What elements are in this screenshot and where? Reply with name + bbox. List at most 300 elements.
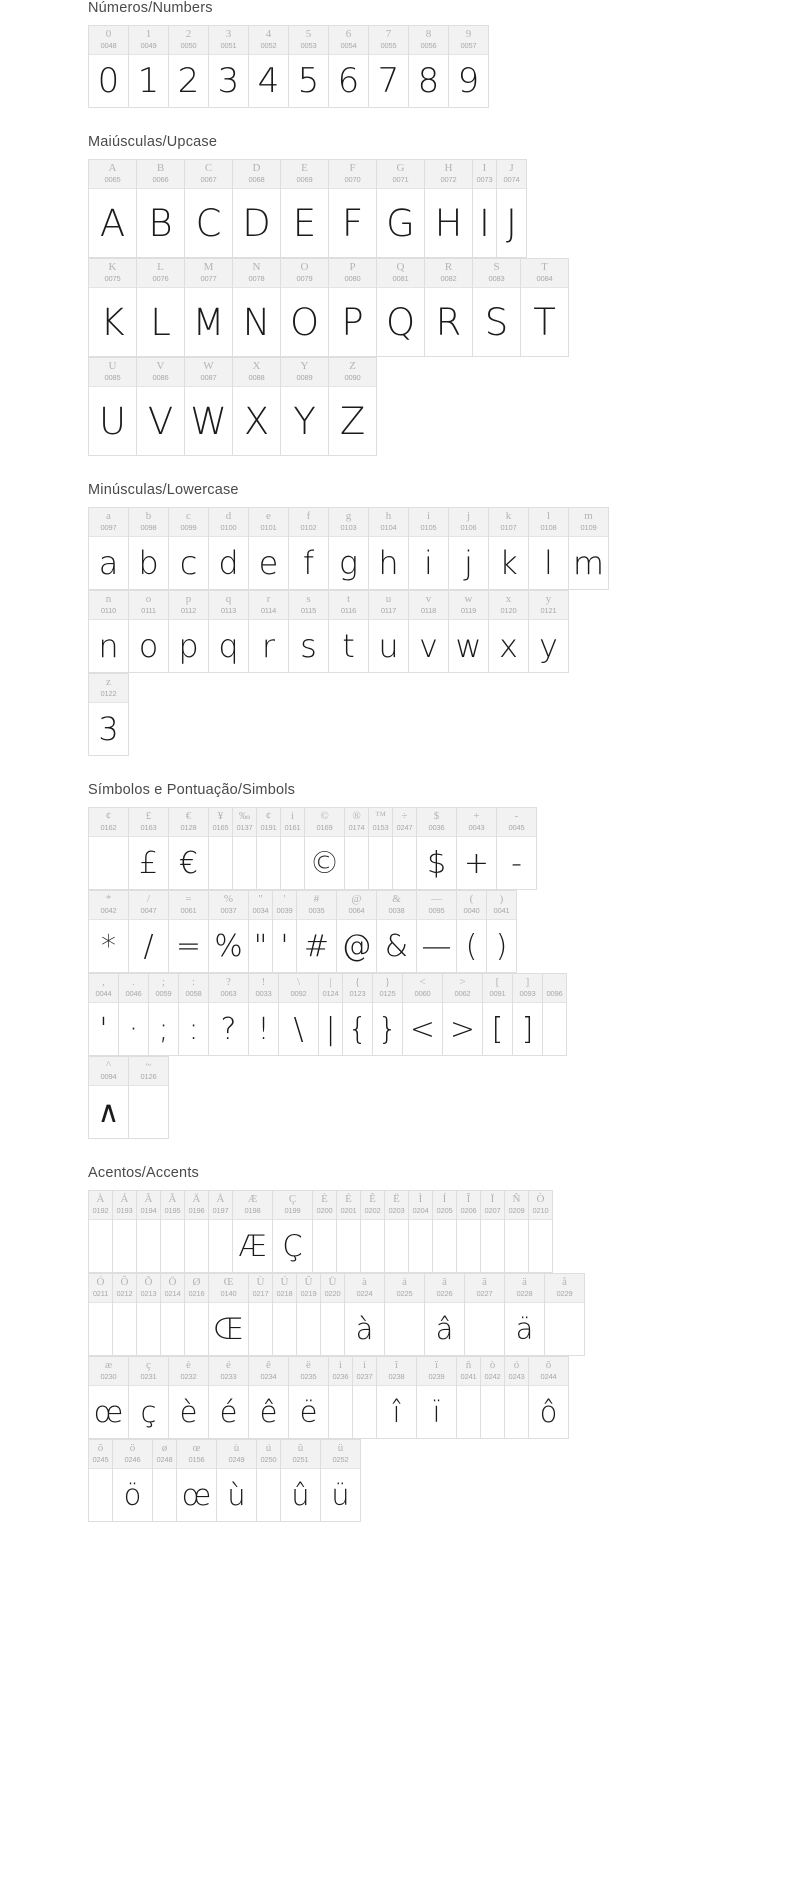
glyph-cell[interactable]: [457, 1357, 481, 1439]
glyph-cell[interactable]: [297, 891, 337, 973]
glyph-cell[interactable]: [89, 891, 129, 973]
glyph-code-label: 0058: [185, 989, 202, 998]
glyph-cell-header: [457, 808, 496, 837]
glyph-cell[interactable]: [505, 1357, 529, 1439]
glyph-cell[interactable]: [409, 591, 449, 673]
glyph-char-label: Z: [349, 360, 356, 372]
glyph-cell[interactable]: [373, 974, 403, 1056]
glyph-cell[interactable]: [233, 160, 281, 258]
glyph-char-label: ): [499, 893, 504, 905]
glyph-char-label: ¢: [265, 810, 272, 822]
glyph-code-label: 0230: [100, 1372, 117, 1381]
glyph-cell[interactable]: [385, 1274, 425, 1356]
glyph-cell-header: [249, 891, 272, 920]
glyph-cell[interactable]: [473, 259, 521, 357]
glyph-cell[interactable]: [457, 1191, 481, 1273]
glyph-cell[interactable]: [281, 1440, 321, 1522]
glyph-cell[interactable]: [505, 1191, 529, 1273]
glyph-cell[interactable]: [443, 974, 483, 1056]
glyph-char-label: \: [296, 976, 301, 988]
glyph-cell[interactable]: [89, 358, 137, 456]
glyph-row: [88, 357, 377, 456]
glyph-cell[interactable]: [319, 974, 343, 1056]
glyph-cell[interactable]: [169, 808, 209, 890]
glyph-cell[interactable]: [425, 160, 473, 258]
glyph-code-label: 0200: [316, 1206, 333, 1215]
glyph-cell[interactable]: [89, 26, 129, 108]
glyph-char-label: *: [105, 893, 112, 905]
glyph-code-label: 0117: [380, 606, 397, 615]
glyph-cell-header: [329, 1357, 352, 1386]
glyph-code-label: 0249: [228, 1455, 245, 1464]
glyph-code-label: 0246: [124, 1455, 141, 1464]
glyph-cell[interactable]: [209, 591, 249, 673]
glyph-code-label: 0243: [508, 1372, 525, 1381]
glyph-char-label: Y: [300, 360, 309, 372]
glyph-cell[interactable]: [393, 808, 417, 890]
glyph-render: Y: [293, 399, 316, 443]
glyph-render: q: [218, 627, 239, 665]
glyph-row: [88, 1190, 553, 1273]
glyph-char-label: ë: [306, 1359, 311, 1371]
glyph-cell[interactable]: [417, 1357, 457, 1439]
glyph-cell-header: [113, 1274, 136, 1303]
glyph-char-label: £: [145, 810, 152, 822]
glyph-code-label: 0033: [255, 989, 272, 998]
glyph-cell[interactable]: [543, 974, 567, 1056]
glyph-cell[interactable]: [137, 1274, 161, 1356]
glyph-cell[interactable]: [289, 1357, 329, 1439]
glyph-code-label: 0115: [300, 606, 317, 615]
glyph-cell[interactable]: [457, 808, 497, 890]
glyph-cell[interactable]: [425, 1274, 465, 1356]
glyph-render: o: [138, 627, 159, 665]
glyph-char-label: ™: [375, 810, 386, 822]
glyph-cell[interactable]: [249, 891, 273, 973]
glyph-render: [281, 837, 304, 889]
glyph-cell[interactable]: [377, 1357, 417, 1439]
glyph-cell[interactable]: [425, 259, 473, 357]
glyph-cell[interactable]: [329, 358, 377, 456]
glyph-cell[interactable]: [89, 1274, 113, 1356]
glyph-cell[interactable]: [209, 808, 233, 890]
glyph-cell[interactable]: [281, 358, 329, 456]
glyph-cell[interactable]: [489, 508, 529, 590]
glyph-cell[interactable]: [273, 1274, 297, 1356]
glyph-cell-header: [169, 891, 208, 920]
glyph-cell-header: [289, 591, 328, 620]
glyph-cell-header: [345, 1274, 384, 1303]
glyph-code-label: 0121: [540, 606, 557, 615]
glyph-cell[interactable]: [89, 591, 129, 673]
glyph-render: €: [178, 845, 199, 881]
glyph-render: [161, 1303, 184, 1355]
glyph-cell[interactable]: [177, 1440, 217, 1522]
glyph-cell[interactable]: [369, 508, 409, 590]
glyph-cell[interactable]: [113, 1274, 137, 1356]
glyph-char-label: p: [185, 593, 192, 605]
glyph-render: [129, 1086, 168, 1138]
glyph-char-label: ]: [525, 976, 530, 988]
glyph-cell[interactable]: [329, 26, 369, 108]
glyph-code-label: 0203: [388, 1206, 405, 1215]
glyph-cell[interactable]: [233, 808, 257, 890]
glyph-cell[interactable]: [89, 1357, 129, 1439]
glyph-cell[interactable]: [289, 591, 329, 673]
glyph-code-label: 0082: [440, 274, 457, 283]
glyph-cell[interactable]: [513, 974, 543, 1056]
glyph-cell[interactable]: [153, 1440, 177, 1522]
section-title: Minúsculas/Lowercase: [88, 482, 239, 498]
glyph-render: O: [289, 300, 320, 344]
glyph-render: K: [100, 300, 125, 344]
glyph-char-label: Ü: [328, 1276, 337, 1288]
glyph-render: [313, 1220, 336, 1272]
glyph-char-label: i: [426, 510, 431, 522]
glyph-render: L: [150, 300, 171, 344]
glyph-cell-header: [233, 1191, 272, 1220]
glyph-code-label: 0124: [322, 989, 339, 998]
glyph-cell[interactable]: [185, 1191, 209, 1273]
glyph-code-label: 0097: [100, 523, 117, 532]
glyph-cell[interactable]: [249, 26, 289, 108]
glyph-code-label: 0056: [420, 41, 437, 50]
glyph-char-label: !: [261, 976, 266, 988]
glyph-char-label: ;: [161, 976, 166, 988]
glyph-char-label: |: [329, 976, 332, 988]
glyph-cell[interactable]: [209, 26, 249, 108]
glyph-cell[interactable]: [89, 1057, 129, 1139]
glyph-cell-header: [369, 808, 392, 837]
glyph-code-label: 0162: [100, 823, 117, 832]
glyph-cell[interactable]: [249, 1274, 273, 1356]
glyph-char-label: Ô: [120, 1276, 129, 1288]
glyph-render: {: [347, 1011, 368, 1047]
glyph-cell[interactable]: [169, 1357, 209, 1439]
glyph-cell[interactable]: [569, 508, 609, 590]
glyph-char-label: T: [541, 261, 548, 273]
glyph-cell[interactable]: [343, 974, 373, 1056]
glyph-cell[interactable]: [329, 160, 377, 258]
glyph-cell[interactable]: [337, 891, 377, 973]
glyph-cell-header: [281, 259, 328, 288]
glyph-code-label: 0038: [388, 906, 405, 915]
glyph-cell[interactable]: [129, 591, 169, 673]
glyph-cell-header: [489, 591, 528, 620]
glyph-cell[interactable]: [185, 160, 233, 258]
glyph-cell[interactable]: [129, 808, 169, 890]
glyph-cell[interactable]: [529, 591, 569, 673]
glyph-cell[interactable]: [137, 358, 185, 456]
glyph-cell[interactable]: [89, 808, 129, 890]
glyph-cell[interactable]: [403, 974, 443, 1056]
glyph-cell[interactable]: [449, 26, 489, 108]
glyph-cell[interactable]: [129, 1357, 169, 1439]
glyph-cell-header: [209, 974, 248, 1003]
glyph-cell[interactable]: [89, 974, 119, 1056]
glyph-cell[interactable]: [481, 1357, 505, 1439]
glyph-cell[interactable]: [217, 1440, 257, 1522]
glyph-cell[interactable]: [345, 808, 369, 890]
glyph-render: [89, 837, 128, 889]
glyph-cell[interactable]: [321, 1274, 345, 1356]
glyph-cell[interactable]: [129, 26, 169, 108]
glyph-char-label: S: [493, 261, 500, 273]
glyph-render: [505, 1220, 528, 1272]
glyph-cell[interactable]: [249, 974, 279, 1056]
glyph-render: c: [179, 544, 198, 582]
glyph-cell[interactable]: [137, 1191, 161, 1273]
glyph-cell[interactable]: [137, 259, 185, 357]
glyph-cell[interactable]: [385, 1191, 409, 1273]
glyph-cell[interactable]: [169, 26, 209, 108]
glyph-char-label: &: [392, 893, 401, 905]
glyph-cell[interactable]: [369, 26, 409, 108]
glyph-code-label: 0065: [104, 175, 121, 184]
glyph-render: k: [499, 544, 518, 582]
glyph-char-label: $: [433, 810, 440, 822]
glyph-cell-header: [137, 160, 184, 189]
glyph-cell[interactable]: [345, 1274, 385, 1356]
glyph-char-label: À: [96, 1193, 105, 1205]
glyph-cell[interactable]: [409, 26, 449, 108]
glyph-cell[interactable]: [233, 1191, 273, 1273]
glyph-cell[interactable]: [489, 591, 529, 673]
glyph-cell[interactable]: [361, 1191, 385, 1273]
glyph-cell[interactable]: [233, 358, 281, 456]
glyph-cell[interactable]: [89, 508, 129, 590]
glyph-cell[interactable]: [129, 891, 169, 973]
glyph-cell[interactable]: [89, 1440, 113, 1522]
glyph-render: 7: [377, 61, 400, 101]
glyph-cell-header: [505, 1191, 528, 1220]
glyph-render: ö: [123, 1478, 142, 1512]
glyph-cell[interactable]: [529, 1191, 553, 1273]
glyph-cell-header: [281, 160, 328, 189]
glyph-code-label: 0199: [284, 1206, 301, 1215]
glyph-row: [88, 673, 129, 756]
glyph-cell[interactable]: [179, 974, 209, 1056]
glyph-render: ": [253, 928, 268, 964]
glyph-cell[interactable]: [129, 1057, 169, 1139]
glyph-cell[interactable]: [329, 1357, 353, 1439]
glyph-cell[interactable]: [377, 259, 425, 357]
glyph-code-label: 0242: [484, 1372, 501, 1381]
glyph-cell[interactable]: [89, 674, 129, 756]
glyph-cell-header: [233, 160, 280, 189]
glyph-cell[interactable]: [137, 160, 185, 258]
glyph-char-label: ô: [545, 1359, 552, 1371]
glyph-cell[interactable]: [483, 974, 513, 1056]
glyph-cell[interactable]: [377, 891, 417, 973]
glyph-cell[interactable]: [281, 160, 329, 258]
glyph-cell-header: [345, 808, 368, 837]
glyph-cell[interactable]: [119, 974, 149, 1056]
glyph-cell[interactable]: [273, 1191, 313, 1273]
glyph-cell[interactable]: [169, 508, 209, 590]
glyph-cell[interactable]: [377, 160, 425, 258]
glyph-code-label: 0207: [484, 1206, 501, 1215]
glyph-cell[interactable]: [321, 1440, 361, 1522]
glyph-cell-header: [153, 1440, 176, 1469]
glyph-cell[interactable]: [185, 1274, 209, 1356]
glyph-cell[interactable]: [209, 508, 249, 590]
glyph-cell[interactable]: [417, 891, 457, 973]
glyph-cell-header: [329, 358, 376, 387]
glyph-cell-header: [89, 508, 128, 537]
glyph-cell[interactable]: [329, 591, 369, 673]
glyph-code-label: 0248: [156, 1455, 173, 1464]
glyph-cell-header: [137, 358, 184, 387]
glyph-render: [113, 1303, 136, 1355]
glyph-render: é: [219, 1395, 238, 1429]
glyph-cell[interactable]: [417, 808, 457, 890]
glyph-cell[interactable]: [473, 160, 497, 258]
glyph-cell[interactable]: [289, 26, 329, 108]
glyph-code-label: 0241: [460, 1372, 477, 1381]
glyph-char-label: Á: [120, 1193, 129, 1205]
glyph-code-label: 0034: [252, 906, 269, 915]
glyph-code-label: 0060: [414, 989, 431, 998]
glyph-cell-header: [505, 1274, 544, 1303]
glyph-cell[interactable]: [481, 1191, 505, 1273]
glyph-cell[interactable]: [457, 891, 487, 973]
glyph-cell[interactable]: [545, 1274, 585, 1356]
glyph-cell[interactable]: [185, 358, 233, 456]
glyph-cell-header: [369, 26, 408, 55]
glyph-render: 8: [417, 61, 440, 101]
glyph-cell[interactable]: [369, 808, 393, 890]
glyph-code-label: 0161: [284, 823, 301, 832]
glyph-cell[interactable]: [249, 591, 289, 673]
glyph-cell[interactable]: [529, 1357, 569, 1439]
glyph-code-label: 0095: [428, 906, 445, 915]
glyph-cell[interactable]: [249, 508, 289, 590]
glyph-cell[interactable]: [409, 508, 449, 590]
glyph-code-label: 0210: [532, 1206, 549, 1215]
glyph-cell[interactable]: [209, 1357, 249, 1439]
glyph-cell[interactable]: [433, 1191, 457, 1273]
glyph-render: [545, 1303, 584, 1355]
glyph-cell[interactable]: [281, 259, 329, 357]
glyph-render: 1: [137, 61, 160, 101]
glyph-cell[interactable]: [297, 1274, 321, 1356]
glyph-cell[interactable]: [185, 259, 233, 357]
glyph-cell[interactable]: [449, 508, 489, 590]
glyph-char-label: ó: [513, 1359, 520, 1371]
glyph-cell[interactable]: [465, 1274, 505, 1356]
glyph-cell[interactable]: [209, 1191, 233, 1273]
glyph-code-label: 0239: [428, 1372, 445, 1381]
glyph-cell[interactable]: [209, 891, 249, 973]
glyph-cell[interactable]: [329, 508, 369, 590]
glyph-cell-header: [417, 808, 456, 837]
glyph-render: W: [190, 399, 227, 443]
glyph-render: &: [384, 928, 409, 964]
glyph-cell[interactable]: [89, 1191, 113, 1273]
glyph-char-label: /: [146, 893, 151, 905]
glyph-cell[interactable]: [257, 808, 281, 890]
glyph-cell-header: [257, 808, 280, 837]
glyph-cell[interactable]: [521, 259, 569, 357]
glyph-cell-header: [385, 1191, 408, 1220]
glyph-cell[interactable]: [409, 1191, 433, 1273]
glyph-cell[interactable]: [497, 808, 537, 890]
glyph-cell[interactable]: [329, 259, 377, 357]
glyph-cell-header: [297, 1274, 320, 1303]
glyph-cell[interactable]: [497, 160, 527, 258]
glyph-char-label: s: [306, 593, 311, 605]
glyph-cell[interactable]: [209, 974, 249, 1056]
glyph-cell[interactable]: [233, 259, 281, 357]
glyph-cell[interactable]: [313, 1191, 337, 1273]
glyph-cell[interactable]: [487, 891, 517, 973]
glyph-cell[interactable]: [289, 508, 329, 590]
glyph-cell[interactable]: [337, 1191, 361, 1273]
glyph-char-label: 8: [425, 28, 432, 40]
glyph-cell[interactable]: [249, 1357, 289, 1439]
glyph-render: /: [143, 928, 154, 964]
glyph-row: [88, 807, 537, 890]
glyph-render: d: [218, 544, 239, 582]
glyph-cell[interactable]: [113, 1440, 153, 1522]
glyph-char-label: Ö: [168, 1276, 177, 1288]
glyph-cell[interactable]: [89, 160, 137, 258]
glyph-cell-header: [129, 891, 168, 920]
glyph-cell-header: [281, 808, 304, 837]
glyph-code-label: 0235: [300, 1372, 317, 1381]
glyph-code-label: 0163: [140, 823, 157, 832]
glyph-cell[interactable]: [281, 808, 305, 890]
glyph-code-label: 0079: [296, 274, 313, 283]
glyph-render: E: [292, 201, 317, 245]
glyph-code-label: 0098: [140, 523, 157, 532]
glyph-code-label: 0042: [100, 906, 117, 915]
glyph-cell-header: [129, 808, 168, 837]
glyph-cell[interactable]: [161, 1191, 185, 1273]
glyph-cell[interactable]: [89, 259, 137, 357]
glyph-cell[interactable]: [129, 508, 169, 590]
glyph-cell[interactable]: [169, 891, 209, 973]
glyph-render: r: [261, 627, 276, 665]
glyph-render: I: [479, 201, 490, 245]
glyph-code-label: 0099: [180, 523, 197, 532]
glyph-cell[interactable]: [353, 1357, 377, 1439]
glyph-cell[interactable]: [505, 1274, 545, 1356]
glyph-cell[interactable]: [369, 591, 409, 673]
glyph-row: [88, 159, 527, 258]
glyph-grid: [88, 807, 800, 1139]
glyph-cell-header: [487, 891, 516, 920]
glyph-cell[interactable]: [113, 1191, 137, 1273]
glyph-cell[interactable]: [149, 974, 179, 1056]
glyph-section: [0, 482, 800, 756]
glyph-cell[interactable]: [257, 1440, 281, 1522]
glyph-cell[interactable]: [279, 974, 319, 1056]
glyph-render: [257, 837, 280, 889]
glyph-cell[interactable]: [161, 1274, 185, 1356]
glyph-cell[interactable]: [305, 808, 345, 890]
glyph-cell[interactable]: [169, 591, 209, 673]
glyph-cell[interactable]: [209, 1274, 249, 1356]
glyph-char-label: k: [505, 510, 512, 522]
glyph-cell[interactable]: [449, 591, 489, 673]
glyph-char-label: [: [495, 976, 500, 988]
glyph-cell[interactable]: [273, 891, 297, 973]
glyph-cell[interactable]: [529, 508, 569, 590]
glyph-render: œ: [181, 1478, 212, 1512]
glyph-cell-header: [337, 1191, 360, 1220]
